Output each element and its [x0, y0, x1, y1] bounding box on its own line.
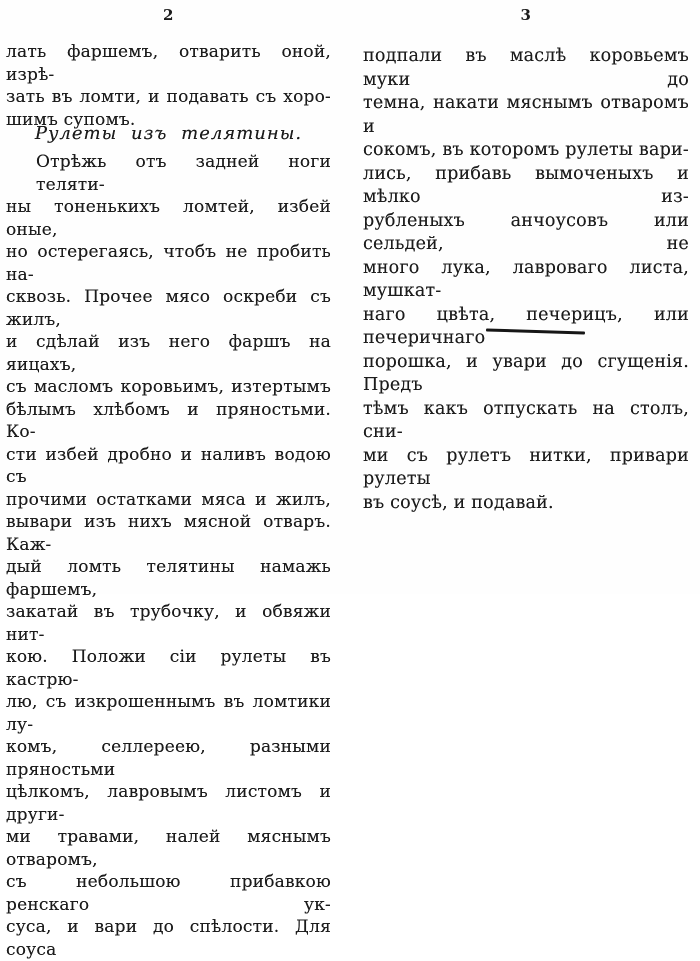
text-line: и сдѣлай изъ него фаршъ на яицахъ, [6, 332, 331, 375]
text-line: сти избей дробно и наливъ водою съ [6, 444, 331, 487]
recipe-heading: Рулеты изъ телятины. [34, 123, 303, 144]
text-line: кою. Положи сіи рулеты въ кастрю- [6, 647, 331, 690]
text-line: съ масломъ коровьимъ, изтертымъ [6, 377, 331, 397]
text-line: съ небольшою прибавкою ренскаго ук- [6, 872, 331, 915]
text-line: много лука, лавроваго листа, мушкат- [363, 257, 689, 301]
text-line: бѣлымъ хлѣбомъ и пряностьми. Ко- [6, 399, 331, 442]
left-page-number: 2 [163, 6, 174, 24]
text-line: лать фаршемъ, отварить оной, изрѣ- [6, 42, 331, 85]
text-line: сквозь. Прочее мясо оскреби съ жилъ, [6, 287, 331, 330]
text-line: суса, и вари до спѣлости. Для соуса [6, 917, 331, 960]
text-line: темна, накати мяснымъ отваромъ и [363, 93, 689, 137]
left-page-body-paragraph [6, 151, 331, 961]
right-page-body-paragraph [363, 45, 689, 515]
text-line: порошка, и увари до сгущенія. Предъ [363, 351, 689, 395]
text-line: лю, съ изкрошеннымъ въ ломтики лу- [6, 692, 331, 735]
text-line: дый ломть телятины намажь фаршемъ, [6, 557, 331, 600]
text-line: тѣмъ какъ отпускать на столъ, сни- [363, 398, 689, 442]
right-page-number: 3 [520, 6, 532, 24]
left-page-continuation-paragraph [6, 41, 331, 131]
text-line: вывари изъ нихъ мясной отваръ. Каж- [6, 512, 331, 555]
text-line: цѣлкомъ, лавровымъ листомъ и други- [6, 782, 331, 825]
text-line: рубленыхъ анчоусовъ или сельдей, не [363, 210, 689, 254]
text-line: комъ, селлереею, разными пряностьми [6, 737, 331, 780]
text-line: ми травами, налей мяснымъ отваромъ, [6, 827, 331, 870]
text-line: въ соусѣ, и подавай. [363, 492, 554, 513]
text-line: но остерегаясь, чтобъ не пробить на- [6, 242, 331, 285]
text-line: зать въ ломти, и подавать съ хоро- [6, 87, 331, 107]
text-line: лись, прибавь вымоченыхъ и мѣлко из- [363, 163, 689, 207]
text-line: шимъ супомъ. [6, 109, 136, 130]
text-line: ны тоненькихъ ломтей, избей оные, [6, 197, 331, 240]
text-line: наго цвѣта, печерицъ, или печеричнаго [363, 304, 689, 348]
text-line: прочими остатками мяса и жилъ, [6, 489, 331, 510]
text-line: ми съ рулетъ нитки, привари рулеты [363, 445, 689, 489]
text-line: закатай въ трубочку, и обвяжи нит- [6, 602, 331, 645]
text-line: сокомъ, въ которомъ рулеты вари- [363, 140, 689, 160]
text-line: Отрѣжь отъ задней ноги теляти- [36, 152, 331, 195]
text-line: подпали въ маслѣ коровьемъ муки до [363, 46, 689, 90]
